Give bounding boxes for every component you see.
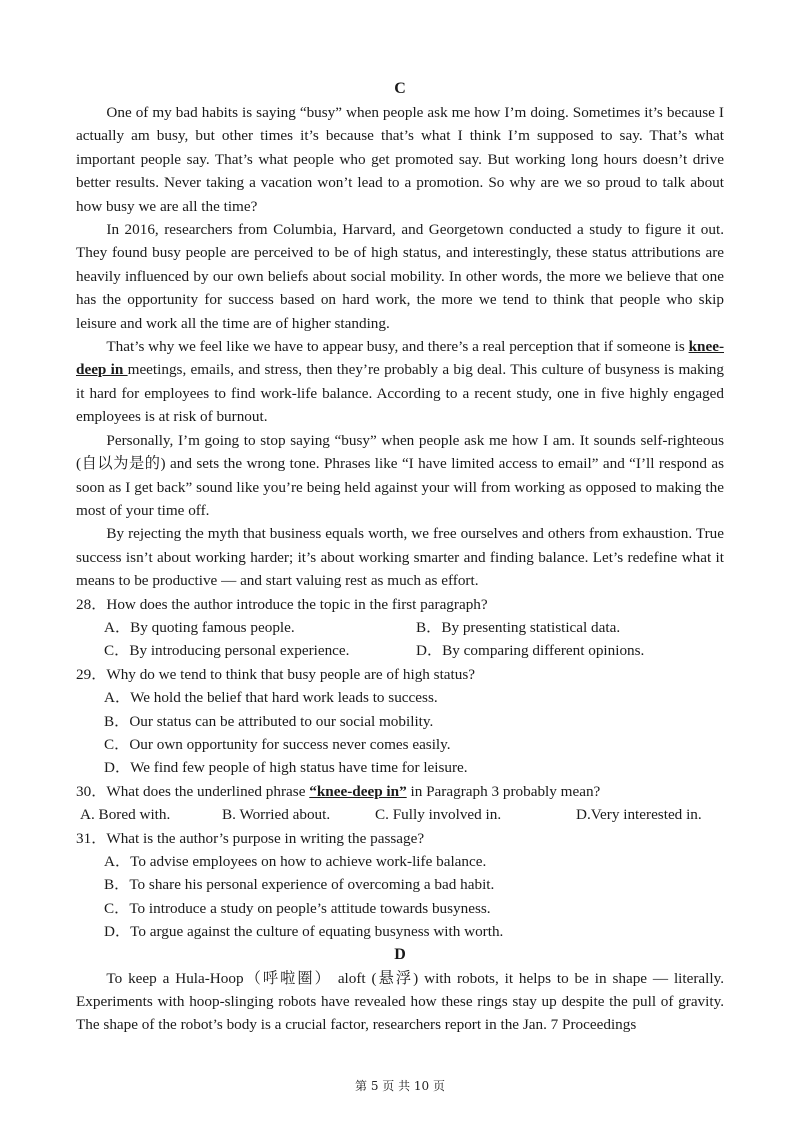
question-28-option-c: C．By introducing personal experience. — [104, 642, 350, 660]
question-29-stem: Why do we tend to think that busy people are of high status? — [106, 665, 476, 683]
question-31-stem: What is the author’s purpose in writing the passage? — [106, 829, 425, 847]
question-29 — [76, 663, 724, 686]
question-31-option-b: B．To share his personal experience of overcoming a bad habit. — [104, 876, 495, 894]
question-28-option-b: B．By presenting statistical data. — [416, 618, 621, 636]
passage-c-paragraph-2: In 2016, researchers from Columbia, Harvard, and Georgetown conducted a study to figure it out. They found busy people are perceived to be of high status, and interestingly, these status attributions are heavily influenced by our own beliefs about social mobility. In other words, the more we believe that one has the opportunity for success based on hard work, the more we tend to think that people who skip leisure and work all the time are of higher standing. — [76, 221, 724, 332]
question-30-number: 30． — [76, 782, 107, 800]
question-31-option-d: D．To argue against the culture of equating busyness with worth. — [104, 923, 504, 941]
paragraph-3-text-start: That’s why we feel like we have to appear busy, and there’s a real perception that if someone is — [106, 338, 689, 356]
question-28-option-a: A．By quoting famous people. — [104, 618, 295, 636]
passage-c-paragraph-3 — [76, 335, 724, 429]
question-30 — [76, 780, 724, 803]
question-28-stem: How does the author introduce the topic in the first paragraph? — [106, 595, 488, 613]
question-28-number: 28． — [76, 595, 107, 613]
passage-c-paragraph-5: By rejecting the myth that business equals worth, we free ourselves and others from exhaustion. True success isn’t about working harder; it’s about working smarter and finding balance. Let’s redefine what it means to be productive — and start valuing rest as much as effort. — [76, 525, 724, 590]
question-30-stem-end: in Paragraph 3 probably mean? — [406, 782, 601, 800]
question-30-underlined-phrase: “knee-deep in” — [309, 782, 407, 800]
question-31-option-c: C．To introduce a study on people’s attitude towards busyness. — [104, 899, 491, 917]
exam-page — [76, 78, 724, 1037]
underlined-phrase-knee-deep-in: knee-deep in — [76, 338, 724, 379]
question-29-number: 29． — [76, 665, 107, 683]
question-28-option-d: D．By comparing different opinions. — [416, 642, 645, 660]
question-29-option-a: A．We hold the belief that hard work leads to success. — [104, 689, 438, 707]
question-30-option-a: A. Bored with. — [80, 806, 171, 824]
question-30-stem-start: What does the underlined phrase — [106, 782, 310, 800]
paragraph-3-text-end: meetings, emails, and stress, then they’re probably a big deal. This culture of busyness is making it hard for employees to find work-life balance. According to a recent study, one in five highly engaged employees is at risk of burnout. — [76, 361, 724, 426]
question-30-options — [76, 803, 724, 826]
question-31-option-a: A．To advise employees on how to achieve work-life balance. — [104, 853, 487, 870]
question-30-option-d: D.Very interested in. — [576, 806, 702, 824]
section-d-title: D — [394, 945, 406, 963]
page-number-footer: 第 5 页 共 10 页 — [355, 1079, 445, 1093]
question-30-option-b: B. Worried about. — [222, 806, 331, 824]
question-29-option-c: C．Our own opportunity for success never comes easily. — [104, 735, 451, 753]
passage-c-paragraph-4: Personally, I’m going to stop saying “busy” when people ask me how I am. It sounds self-righteous (自以为是的) and sets the wrong tone. Phrases like “I have limited access to email” and “I’ll respond as soon as I get back” sound like you’re being held against your will from working as opposed to making the most of your time off. — [76, 431, 724, 519]
question-29-option-d: D．We find few people of high status have time for leisure. — [104, 759, 468, 777]
question-28 — [76, 593, 724, 616]
question-31-number: 31． — [76, 829, 107, 847]
question-29-option-b: B．Our status can be attributed to our social mobility. — [104, 712, 434, 730]
section-c-title: C — [394, 80, 406, 97]
question-30-option-c: C. Fully involved in. — [375, 806, 502, 824]
passage-d-paragraph-1: To keep a Hula-Hoop（呼啦圈） aloft (悬浮) with robots, it helps to be in shape — literally. Experiments with hoop-slinging robots have revealed how these rings stay up despite the pull of gravity. The shape of the robot’s body is a crucial factor, researchers report in the Jan. 7 Proceedings — [76, 969, 724, 1034]
passage-c-paragraph-1: One of my bad habits is saying “busy” when people ask me how I’m doing. Sometimes it’s because I actually am busy, but other times it’s because that’s what I think I’m supposed to say. That’s what important people say. That’s what people who get promoted say. But working long hours doesn’t drive better results. Never taking a vacation won’t lead to a promotion. So why are we so proud to talk about how busy we are all the time? — [76, 104, 724, 215]
question-28-options — [76, 616, 724, 663]
question-31 — [76, 827, 724, 850]
